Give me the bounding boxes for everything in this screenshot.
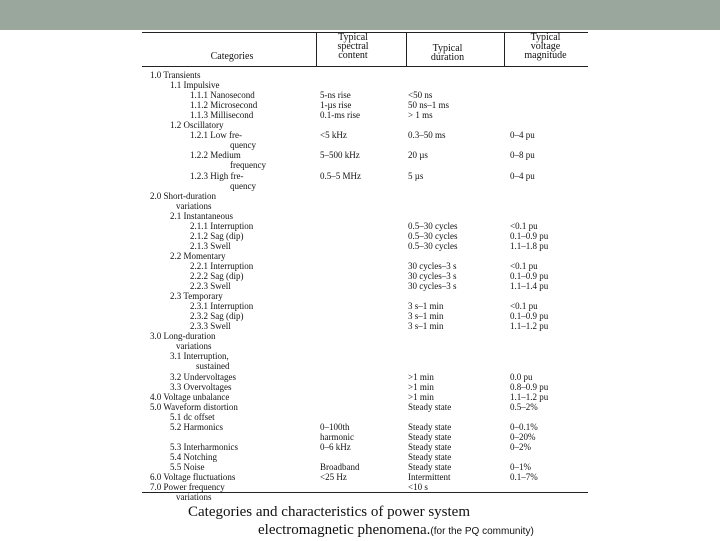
category-cell: 1.0 Transients <box>150 70 201 80</box>
category-cell: 5.5 Noise <box>170 461 205 472</box>
spectral-content-cell: 0.1-ms rise <box>320 110 360 121</box>
category-cell: 1.1 Impulsive <box>170 80 220 91</box>
category-cell: 2.1.3 Swell <box>190 240 231 251</box>
duration-cell: 0.5–30 cycles <box>408 230 458 241</box>
voltage-magnitude-cell: 0.1–7% <box>510 472 538 482</box>
spectral-content-cell: 0.5–5 MHz <box>320 170 361 181</box>
duration-cell: 3 s–1 min <box>408 321 444 332</box>
duration-cell: 30 cycles–3 s <box>408 281 457 292</box>
category-cell: 5.2 Harmonics <box>170 421 223 432</box>
duration-cell: 3 s–1 min <box>408 311 444 322</box>
duration-cell: > 1 ms <box>408 110 433 121</box>
table-row <box>140 191 590 201</box>
voltage-magnitude-cell: 0.1–0.9 pu <box>510 230 549 241</box>
column-divider-3 <box>504 32 505 66</box>
duration-cell: 50 ns–1 ms <box>408 100 450 111</box>
column-divider-2 <box>406 32 407 66</box>
table-row <box>140 301 590 311</box>
category-cell: 1.2.1 Low fre- <box>190 130 242 141</box>
category-cell: 1.2.3 High fre- <box>190 170 244 181</box>
table-row <box>140 130 590 140</box>
duration-cell: 0.5–30 cycles <box>408 220 458 231</box>
category-cell: 2.3.1 Interruption <box>190 301 254 312</box>
duration-cell: >1 min <box>408 391 434 402</box>
table-row <box>140 482 590 492</box>
table-row <box>140 462 590 472</box>
voltage-magnitude-cell: 0–8 pu <box>510 150 535 161</box>
duration-cell: 30 cycles–3 s <box>408 260 457 271</box>
category-cell: frequency <box>230 160 266 171</box>
table-row <box>140 492 590 502</box>
category-cell: 1.1.3 Millisecond <box>190 110 254 121</box>
voltage-magnitude-cell: 1.1–1.2 pu <box>510 321 549 332</box>
voltage-magnitude-cell: 0.0 pu <box>510 371 533 382</box>
duration-cell: Steady state <box>408 431 452 442</box>
category-cell: 2.1 Instantaneous <box>170 210 233 221</box>
table-row <box>140 412 590 422</box>
spectral-content-cell: 5–500 kHz <box>320 150 360 161</box>
caption-line-2: electromagnetic phenomena.(for the PQ community) <box>258 522 534 538</box>
table-row <box>140 472 590 482</box>
table-row <box>140 351 590 361</box>
caption-line-1: Categories and characteristics of power system <box>188 504 470 520</box>
duration-cell: 20 µs <box>408 150 428 161</box>
category-cell: 2.3 Temporary <box>170 291 223 302</box>
category-cell: 2.2.2 Sag (dip) <box>190 271 244 281</box>
category-cell: 3.2 Undervoltages <box>170 371 236 382</box>
table-row <box>140 261 590 271</box>
category-cell: 2.2.1 Interruption <box>190 260 254 271</box>
table-row <box>140 281 590 291</box>
table-row <box>140 231 590 241</box>
header-top-rule <box>142 32 588 33</box>
voltage-magnitude-cell: <0.1 pu <box>510 301 538 312</box>
duration-cell: 3 s–1 min <box>408 301 444 312</box>
category-cell: 7.0 Power frequency <box>150 482 225 493</box>
header-spectral-content: Typical spectral content <box>337 32 369 61</box>
category-cell: 2.1.2 Sag (dip) <box>190 230 244 241</box>
voltage-magnitude-cell: 0–2% <box>510 441 531 452</box>
table-row <box>140 90 590 100</box>
table-row <box>140 110 590 120</box>
column-divider-1 <box>316 32 317 66</box>
table-row <box>140 341 590 351</box>
category-cell: 5.4 Notching <box>170 451 217 462</box>
table-row <box>140 422 590 432</box>
table-row <box>140 201 590 211</box>
header-duration: Typical duration <box>430 43 465 63</box>
table-row <box>140 251 590 261</box>
header-voltage-magnitude: Typical voltage magnitude <box>524 32 567 61</box>
category-cell: 5.1 dc offset <box>170 411 215 422</box>
table-row <box>140 432 590 442</box>
category-cell: 2.3.2 Sag (dip) <box>190 311 244 322</box>
category-cell: 5.3 Interharmonics <box>170 441 238 452</box>
duration-cell: Steady state <box>408 441 452 452</box>
spectral-content-cell: harmonic <box>320 431 354 442</box>
duration-cell: 5 µs <box>408 170 424 181</box>
duration-cell: >1 min <box>408 371 434 382</box>
category-cell: 2.1.1 Interruption <box>190 220 254 231</box>
category-cell: 1.1.1 Nanosecond <box>190 90 255 101</box>
table-row <box>140 150 590 160</box>
spectral-content-cell: Broadband <box>320 461 360 472</box>
table-row <box>140 80 590 90</box>
category-cell: sustained <box>196 361 230 372</box>
table-row <box>140 181 590 191</box>
category-cell: variations <box>176 200 212 211</box>
voltage-magnitude-cell: 0–4 pu <box>510 170 535 181</box>
spectral-content-cell: 0–6 kHz <box>320 441 351 452</box>
voltage-magnitude-cell: <0.1 pu <box>510 220 538 231</box>
power-quality-table <box>140 30 590 503</box>
voltage-magnitude-cell: 0.1–0.9 pu <box>510 271 549 281</box>
duration-cell: Intermittent <box>408 472 451 482</box>
table-row <box>140 100 590 110</box>
table-row <box>140 160 590 170</box>
spectral-content-cell: 1-µs rise <box>320 100 352 111</box>
voltage-magnitude-cell: 0.5–2% <box>510 401 538 412</box>
spectral-content-cell: <5 kHz <box>320 130 347 141</box>
table-row <box>140 382 590 392</box>
voltage-magnitude-cell: 1.1–1.8 pu <box>510 240 549 251</box>
table-row <box>140 140 590 150</box>
category-cell: 3.0 Long-duration <box>150 331 216 342</box>
spectral-content-cell: 5-ns rise <box>320 90 351 101</box>
voltage-magnitude-cell: 1.1–1.4 pu <box>510 281 549 292</box>
table-row <box>140 442 590 452</box>
table-row <box>140 321 590 331</box>
table-row <box>140 221 590 231</box>
table-row <box>140 361 590 371</box>
category-cell: quency <box>230 180 256 191</box>
table-row <box>140 271 590 281</box>
duration-cell: Steady state <box>408 451 452 462</box>
voltage-magnitude-cell: <0.1 pu <box>510 260 538 271</box>
duration-cell: 0.3–50 ms <box>408 130 446 141</box>
table-row <box>140 120 590 130</box>
header-categories: Categories <box>210 51 254 62</box>
category-cell: 2.2.3 Swell <box>190 281 231 292</box>
voltage-magnitude-cell: 0.8–0.9 pu <box>510 381 549 392</box>
duration-cell: Steady state <box>408 461 452 472</box>
duration-cell: 30 cycles–3 s <box>408 271 457 281</box>
category-cell: 1.1.2 Microsecond <box>190 100 258 111</box>
table-row <box>140 372 590 382</box>
table-row <box>140 70 590 80</box>
table-row <box>140 291 590 301</box>
category-cell: 6.0 Voltage fluctuations <box>150 472 236 482</box>
voltage-magnitude-cell: 0–0.1% <box>510 421 538 432</box>
category-cell: variations <box>176 341 212 352</box>
category-cell: 4.0 Voltage unbalance <box>150 391 230 402</box>
duration-cell: 0.5–30 cycles <box>408 240 458 251</box>
category-cell: 2.0 Short-duration <box>150 190 216 201</box>
table-row <box>140 452 590 462</box>
category-cell: 5.0 Waveform distortion <box>150 401 238 412</box>
voltage-magnitude-cell: 0–1% <box>510 461 531 472</box>
header-bottom-rule <box>142 66 588 67</box>
duration-cell: <10 s <box>408 482 428 493</box>
top-banner <box>0 0 720 30</box>
duration-cell: >1 min <box>408 381 434 392</box>
table-row <box>140 331 590 341</box>
category-cell: 3.3 Overvoltages <box>170 381 232 392</box>
caption-note: (for the PQ community) <box>430 526 534 537</box>
table-row <box>140 311 590 321</box>
duration-cell: Steady state <box>408 401 452 412</box>
voltage-magnitude-cell: 0–20% <box>510 431 536 442</box>
category-cell: 3.1 Interruption, <box>170 351 229 362</box>
voltage-magnitude-cell: 1.1–1.2 pu <box>510 391 549 402</box>
category-cell: 2.3.3 Swell <box>190 321 231 332</box>
category-cell: 1.2 Oscillatory <box>170 120 224 131</box>
category-cell: 2.2 Momentary <box>170 250 226 261</box>
spectral-content-cell: <25 Hz <box>320 472 347 482</box>
table-row <box>140 392 590 402</box>
duration-cell: <50 ns <box>408 90 433 101</box>
table-row <box>140 171 590 181</box>
duration-cell: Steady state <box>408 421 452 432</box>
category-cell: quency <box>230 140 256 151</box>
category-cell: 1.2.2 Medium <box>190 150 241 161</box>
spectral-content-cell: 0–100th <box>320 421 350 432</box>
category-cell: variations <box>176 492 212 503</box>
table-row <box>140 402 590 412</box>
voltage-magnitude-cell: 0–4 pu <box>510 130 535 141</box>
voltage-magnitude-cell: 0.1–0.9 pu <box>510 311 549 322</box>
table-row <box>140 241 590 251</box>
table-row <box>140 211 590 221</box>
